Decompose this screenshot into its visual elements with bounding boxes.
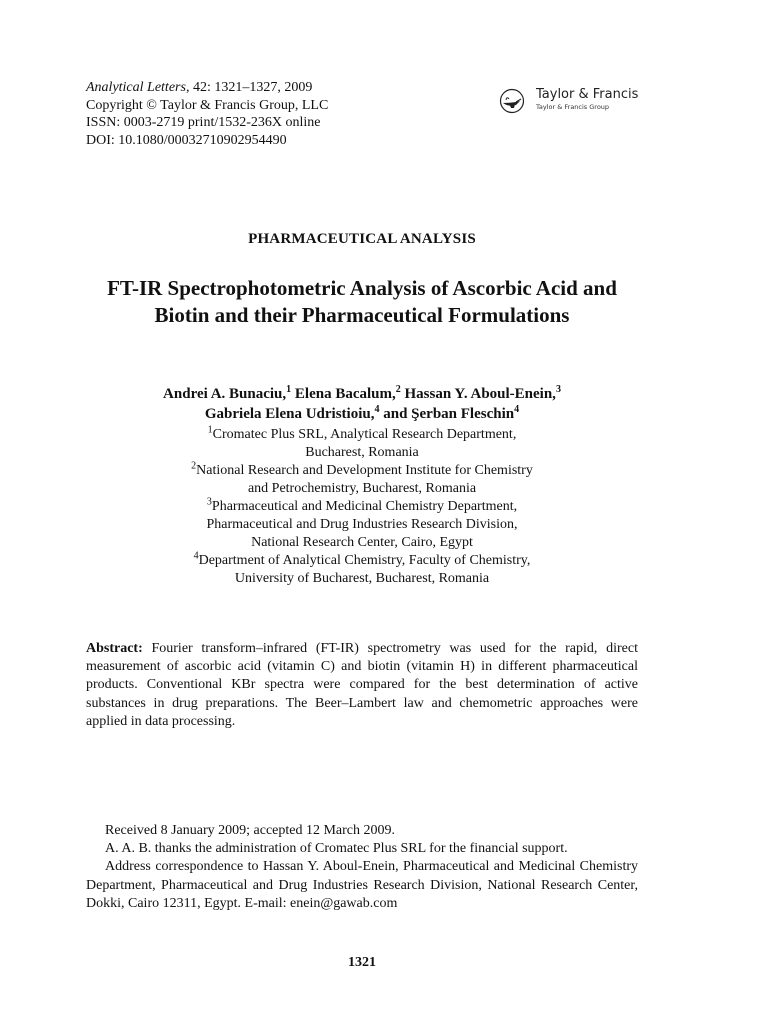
copyright-line: Copyright © Taylor & Francis Group, LLC	[86, 97, 329, 113]
publisher-group: Taylor & Francis Group	[536, 103, 610, 111]
affiliation-text: National Research and Development Institute for Chemistry	[196, 463, 533, 478]
abstract-text: Fourier transform–infrared (FT-IR) spectrometry was used for the rapid, direct measurement of ascorbic acid (vitamin C) and biotin (vitamin H) in different pharmaceutical products. Conventional KBr spectra were compared for the best determination of active substances in drug preparations. The Beer–Lambert law and chemometric approaches were applied in data processing.	[86, 641, 638, 729]
author-affiliation-mark: 4	[374, 404, 380, 415]
oil-lamp-icon	[494, 88, 530, 114]
affiliation-line: National Research Center, Cairo, Egypt	[251, 535, 473, 550]
publisher-logo	[494, 86, 644, 116]
received-note: Received 8 January 2009; accepted 12 March 2009.	[105, 823, 396, 838]
author-name: Gabriela Elena Udristioiu,	[204, 406, 375, 422]
affiliation-text: Department of Analytical Chemistry, Faculty of Chemistry,	[198, 553, 531, 568]
author-line	[86, 384, 638, 404]
author-name: Elena Bacalum,	[294, 386, 396, 402]
acknowledgement-note: A. A. B. thanks the administration of Cromatec Plus SRL for the financial support.	[105, 841, 568, 857]
article-title: FT-IR Spectrophotometric Analysis of Ascorbic Acid and Biotin and their Pharmaceutical Formulations	[107, 276, 617, 327]
author-name: Andrei A. Bunaciu,	[163, 386, 287, 402]
affiliation-line	[86, 552, 638, 570]
section-heading: PHARMACEUTICAL ANALYSIS	[248, 231, 476, 247]
affiliation-line: University of Bucharest, Bucharest, Romania	[234, 571, 490, 586]
affiliation-text: Pharmaceutical and Medicinal Chemistry Department,	[211, 499, 518, 514]
author-affiliation-mark: 3	[555, 384, 561, 395]
author-list	[86, 384, 638, 424]
affiliation-mark: 1	[207, 424, 213, 436]
affiliation-line: Bucharest, Romania	[305, 445, 419, 460]
abstract-label: Abstract:	[86, 641, 143, 656]
journal-citation	[86, 79, 328, 97]
author-affiliation-mark: 4	[514, 404, 520, 415]
issn-line: ISSN: 0003-2719 print/1532-236X online	[86, 115, 321, 130]
journal-name: Analytical Letters	[86, 80, 186, 95]
correspondence-note: Address correspondence to Hassan Y. Aboul-Enein, Pharmaceutical and Medicinal Chemistry Department, Pharmaceutical and Drug Industries Research Division, National Research Center, Dokki, Cairo 12311, Egypt. E-mail: enein@gawab.com	[86, 859, 638, 911]
affiliation-mark: 3	[206, 496, 212, 508]
author-affiliation-mark: 1	[286, 384, 292, 395]
page-number: 1321	[348, 955, 376, 970]
affiliation-text: Cromatec Plus SRL, Analytical Research Department,	[212, 427, 517, 442]
journal-metadata	[86, 79, 328, 149]
affiliation-line	[86, 426, 638, 444]
volume-pages: , 42: 1321–1327, 2009	[185, 80, 313, 95]
author-line	[86, 404, 638, 424]
affiliation-line: and Petrochemistry, Bucharest, Romania	[247, 481, 477, 496]
publisher-name: Taylor & Francis	[536, 87, 639, 102]
affiliation-line: Pharmaceutical and Drug Industries Research Division,	[206, 517, 518, 532]
footnotes	[86, 822, 638, 913]
author-name: Hassan Y. Aboul-Enein,	[404, 386, 556, 402]
doi-line: DOI: 10.1080/00032710902954490	[86, 132, 287, 148]
author-name: and Şerban Fleschin	[383, 406, 515, 422]
affiliation-mark: 4	[193, 550, 199, 562]
affiliation-mark: 2	[191, 460, 197, 472]
abstract	[86, 640, 638, 731]
author-affiliation-mark: 2	[395, 384, 401, 395]
affiliation-list	[86, 426, 638, 588]
affiliation-line	[86, 498, 638, 516]
affiliation-line	[86, 462, 638, 480]
